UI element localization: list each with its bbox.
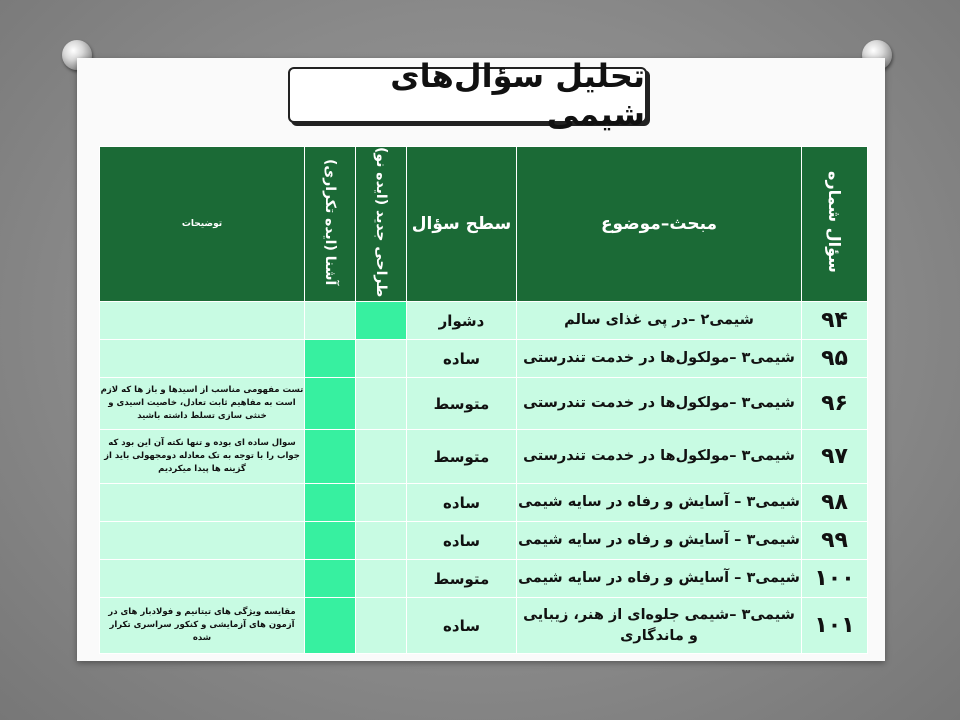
question-number: ۹۷ (802, 430, 868, 484)
familiar-cell (305, 598, 356, 654)
question-level: ساده (407, 598, 517, 654)
question-notes: مقایسه ویژگی های تیتانیم و فولادبار های در آزمون های آزمایشی و کنکور سراسری تکرار شده (100, 598, 305, 654)
question-level: ساده (407, 340, 517, 378)
question-topic: شیمی۳ –مولکول‌ها در خدمت تندرستی (517, 340, 802, 378)
new-design-cell (356, 340, 407, 378)
familiar-cell (305, 302, 356, 340)
table-row (100, 484, 868, 522)
table-row (100, 340, 868, 378)
new-design-cell (356, 430, 407, 484)
header-row (100, 147, 868, 302)
question-number: ۹۸ (802, 484, 868, 522)
question-level: ساده (407, 484, 517, 522)
new-design-cell (356, 378, 407, 430)
new-design-cell (356, 560, 407, 598)
header-familiar: آشنا (ایده تکراری) (305, 147, 356, 302)
question-notes (100, 484, 305, 522)
question-topic: شیمی۲ –در پی غذای سالم (517, 302, 802, 340)
question-notes: تست مفهومی مناسب از اسیدها و باز ها که لازم است به مفاهیم ثابت تعادل، خاصیت اسیدی و خنثی سازی تسلط داشته باشید (100, 378, 305, 430)
question-topic: شیمی۳ – آسایش و رفاه در سایه شیمی (517, 522, 802, 560)
title-box (288, 57, 647, 133)
question-notes (100, 560, 305, 598)
familiar-cell (305, 522, 356, 560)
question-notes: سوال ساده ای بوده و تنها نکته آن این بود که جواب را با توجه به تک معادله دومجهولی باید از گزینه ها پیدا میکردیم (100, 430, 305, 484)
question-number: ۹۹ (802, 522, 868, 560)
question-notes (100, 302, 305, 340)
question-number: ۱۰۰ (802, 560, 868, 598)
question-topic: شیمی۳ –شیمی جلوه‌ای از هنر، زیبایی و ماندگاری (517, 598, 802, 654)
question-topic: شیمی۳ – آسایش و رفاه در سایه شیمی (517, 560, 802, 598)
table-row (100, 302, 868, 340)
table-body (100, 302, 868, 654)
question-number: ۹۶ (802, 378, 868, 430)
page-title: تحلیل سؤال‌های شیمی (390, 57, 645, 133)
table-row (100, 560, 868, 598)
familiar-cell (305, 430, 356, 484)
analysis-table (99, 146, 868, 654)
table-row (100, 430, 868, 484)
familiar-cell (305, 484, 356, 522)
question-level: دشوار (407, 302, 517, 340)
question-topic: شیمی۳ – آسایش و رفاه در سایه شیمی (517, 484, 802, 522)
table-row (100, 378, 868, 430)
table-row (100, 522, 868, 560)
familiar-cell (305, 378, 356, 430)
question-number: ۹۵ (802, 340, 868, 378)
familiar-cell (305, 340, 356, 378)
question-level: متوسط (407, 430, 517, 484)
header-level: سطح سؤال (407, 147, 517, 302)
header-notes: توضیحات (100, 147, 305, 302)
new-design-cell (356, 522, 407, 560)
question-level: متوسط (407, 378, 517, 430)
question-notes (100, 340, 305, 378)
question-number: ۹۴ (802, 302, 868, 340)
question-topic: شیمی۳ –مولکول‌ها در خدمت تندرستی (517, 378, 802, 430)
question-topic: شیمی۳ –مولکول‌ها در خدمت تندرستی (517, 430, 802, 484)
question-number: ۱۰۱ (802, 598, 868, 654)
header-new-design: طراحی جدید (ایده نو) (356, 147, 407, 302)
header-number: سؤال شماره (802, 147, 868, 302)
new-design-cell (356, 484, 407, 522)
header-topic: مبحث–موضوع (517, 147, 802, 302)
question-notes (100, 522, 305, 560)
new-design-cell (356, 598, 407, 654)
familiar-cell (305, 560, 356, 598)
question-level: ساده (407, 522, 517, 560)
question-level: متوسط (407, 560, 517, 598)
table-row (100, 598, 868, 654)
new-design-cell (356, 302, 407, 340)
